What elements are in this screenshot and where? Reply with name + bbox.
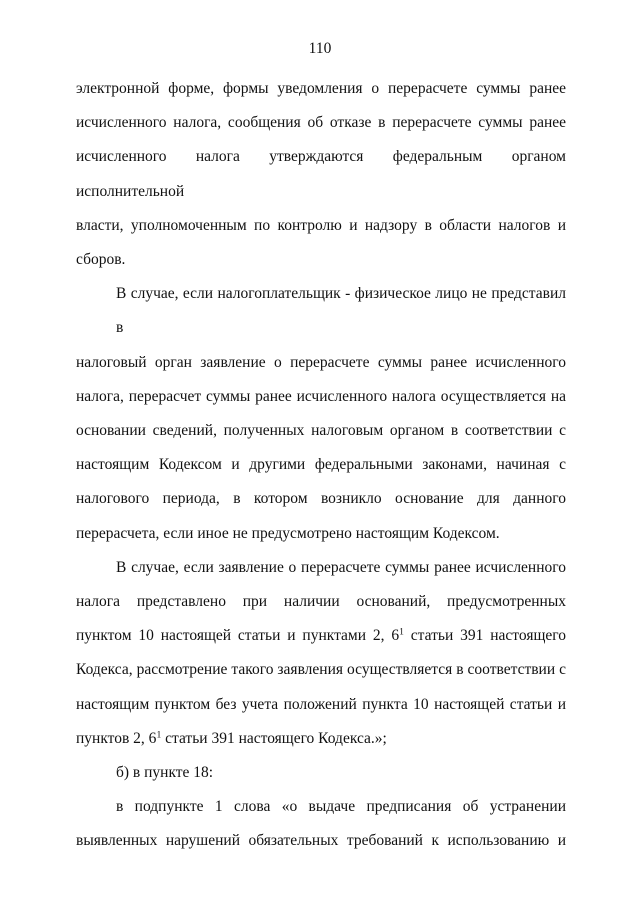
- text-line: налога представлено при наличии оснований, предусмотренных: [76, 593, 566, 611]
- text-line: основании сведений, полученных налоговым органом в соответствии с: [76, 422, 566, 440]
- text-line: исчисленного налога, сообщения об отказе в перерасчете суммы ранее: [76, 114, 566, 132]
- text-line: В случае, если налогоплательщик - физическое лицо не представил в: [116, 285, 566, 337]
- text-line: выявленных нарушений обязательных требований к использованию и: [76, 832, 566, 850]
- superscript: 1: [399, 626, 404, 638]
- text-line: электронной форме, формы уведомления о перерасчете суммы ранее: [76, 80, 566, 97]
- text-line: перерасчета, если иное не предусмотрено настоящим Кодексом.: [76, 524, 500, 542]
- text-line: [76, 722, 566, 756]
- paragraph-recalculation-basis: [76, 277, 566, 551]
- page-number: 110: [308, 40, 332, 57]
- text-line: б) в пункте 18:: [116, 764, 214, 782]
- text-line: в подпункте 1 слова «о выдаче предписания об устранении: [116, 798, 566, 816]
- text-line: [76, 619, 566, 653]
- text-line: настоящим пунктом без учета положений пункта 10 настоящей статьи и: [76, 695, 566, 713]
- text-fragment: пунктов 2, 6: [76, 729, 157, 747]
- text-line: Кодекса, рассмотрение такого заявления осуществляется в соответствии с: [76, 661, 566, 679]
- text-line: В случае, если заявление о перерасчете суммы ранее исчисленного: [116, 558, 566, 576]
- text-line: налогового периода, в котором возникло основание для данного: [76, 490, 566, 508]
- text-line: сборов.: [76, 251, 126, 269]
- text-line: налоговый орган заявление о перерасчете суммы ранее исчисленного: [76, 353, 566, 371]
- paragraph-application-grounds: [76, 551, 566, 756]
- text-line: налога, перерасчет суммы ранее исчисленного налога осуществляется на: [76, 387, 566, 405]
- paragraph-subclause-1: [76, 790, 566, 858]
- paragraph-continuation: [76, 72, 566, 277]
- document-body: [76, 72, 566, 859]
- text-fragment: пунктом 10 настоящей статьи и пунктами 2, 6: [76, 627, 400, 645]
- text-fragment: статьи 391 настоящего Кодекса.»;: [161, 729, 387, 747]
- text-fragment: статьи 391 настоящего: [403, 627, 566, 645]
- text-line: власти, уполномоченным по контролю и надзору в области налогов и: [76, 216, 566, 234]
- text-line: настоящим Кодексом и другими федеральными законами, начиная с: [76, 456, 566, 474]
- superscript: 1: [156, 729, 162, 741]
- text-line: исчисленного налога утверждаются федеральным органом исполнительной: [76, 148, 566, 200]
- paragraph-subitem-b: [76, 756, 566, 790]
